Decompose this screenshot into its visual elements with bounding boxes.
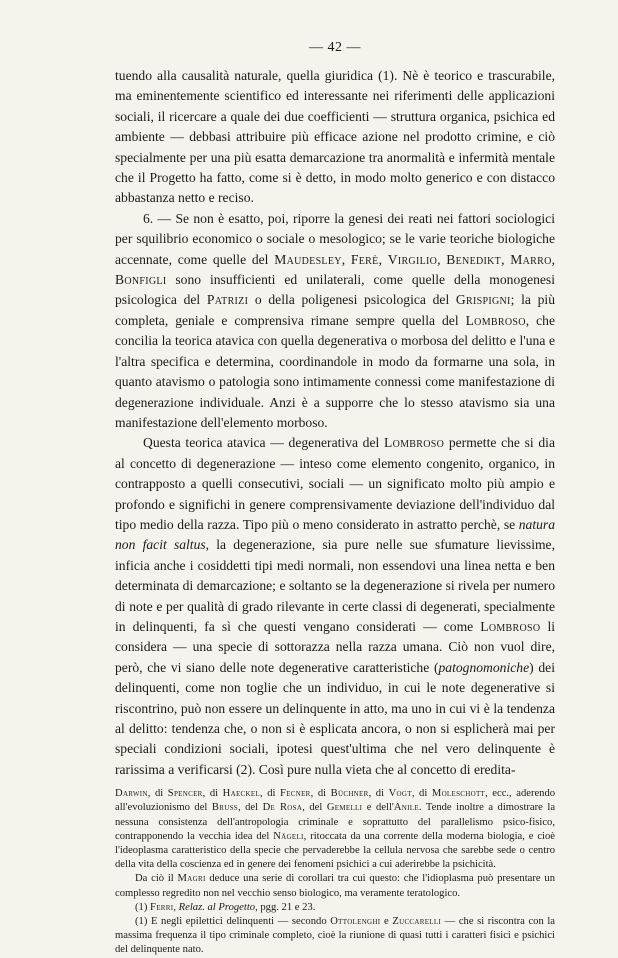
author-marro: Marro (510, 251, 552, 267)
author-lombroso: Lombroso (480, 618, 541, 634)
latin-phrase: natura non facit saltus (115, 516, 555, 553)
author-grispigni: Grispigni (455, 292, 511, 308)
footnote-2: (1) E negli epilettici delinquenti — secondo Ottolenghi e Zuccarelli — che si riscontra con la massima frequenza il tipo criminale completo, cioè la riunione di quasi tutti i caratteri fisici e psichici del delinquente nato. (115, 916, 556, 956)
author-lombroso: Lombroso (383, 435, 445, 451)
italic-term: patognomoniche (438, 659, 530, 675)
author-fere: Ferè (350, 251, 379, 267)
footnote-magri: Da ciò il Magri deduce una serie di corollari tra cui questo: che l'idioplasma può presentare un complesso regredito non nel vecchio senso biologico, ma veramente teratologico. (115, 873, 555, 899)
author-lombroso: Lombroso (465, 312, 526, 328)
footnotes (115, 787, 555, 957)
paragraph-1: tuendo alla causalità naturale, quella giuridica (1). Nè è teorico e trascurabile, ma eminentemente scientifico ed interessante nei riferimenti delle applicazioni sociali, il ricercare a quale dei due coefficienti — struttura organica, psichica ed ambiente — debbasi attribuire più efficace azione nel prodotto crimine, e ciò specialmente per una più esatta demarcazione tra anormalità e infermità mentale che il Progetto ha fatto, come si è detto, in modo molto generico e con distacco abbastanza netto e reciso. (115, 68, 555, 206)
paragraph-3: Questa teorica atavica — degenerativa del Lombroso permette che si dia al concetto di degenerazione — inteso come elemento congenito, organico, in contrapposto a quelli consecutivi, sociali — un significato molto più ampio e profondo e significhi in genere comprensivamente deviazione dell'individuo dal tipo medio della razza. Tipo più o meno considerato in astratto perchè, se natura non facit saltus, la degenerazione, sia pure nelle sue sfumature lievissime, inficia anche i cosiddetti tipi medi normali, non essendovi una linea netta e ben determinata di demarcazione; e soltanto se la degenerazione si rivela per numero di note e per qualità di grado rilevante in certe classi di degenerati, specialmente in delinquenti, fa sì che questi vengano considerati — come Lombroso li considera — una specie di sottorazza nella razza umana. Ciò non vuol dire, però, che vi siano delle note degenerative caratteristiche (patognomoniche) dei delinquenti, come non toglie che un individuo, in cui le note degenerative si riscontrino, può non essere un delinquente in atto, ma uno in cui vi è la tendenza al delitto: tendenza che, o non si è esplicata ancora, o non si esplicherà mai per speciali condizioni sociali, ipotesi quest'ultima che nel vero delinquente è rarissima a verificarsi (2). Così pure nulla vieta che al concetto di eredita- (115, 435, 556, 777)
page-number: — 42 — (309, 40, 361, 55)
footnote-continuation: Darwin, di Spencer, di Haeckel, di Fecner, di Büchner, di Vogt, di Moleschott, ecc., aderendo all'evoluzionismo del Bruss, del De Rosa, del Gemelli e dell'Anile. Tende inoltre a dimostrare la nessuna consistenza dell'antropologia criminale e soprattutto del parallelismo psico-fisico, contrapponendo la vecchia idea del Nägeli, ritoccata da una corrente della moderna biologia, e cioè l'ideoplasma caratteristico della specie che pervaderebbe la cellula nervosa che sarebbe sede o centro della vita della coscienza ed in genere dei fenomeni psichici a cui aderirebbe la psichicità. (115, 788, 556, 871)
paragraph-2: 6. — Se non è esatto, poi, riporre la genesi dei reati nei fattori sociologici per squilibrio economico o sociale o mesologico; se le varie teoriche biologiche accennate, come quelle del Maudesley, Ferè, Virgilio, Benedikt, Marro, Bonfigli sono insufficienti ed unilaterali, come quelle della monogenesi psicologica del Patrizi o della poligenesi psicologica del Grispigni; la più completa, geniale e comprensiva rimane sempre quella del Lombroso, che concilia la teorica atavica con quella degenerativa o morbosa del delitto e l'una e l'altra specifica e determina, coordinandole in modo da formarne una sola, in quanto atavismo o patologia sono intimamente connessi come manifestazione di degenerazione individuale. Anzi è a supporre che lo stesso atavismo sia una manifestazione dell'elemento morboso. (115, 210, 555, 430)
author-bonfigli: Bonfigli (115, 272, 167, 288)
author-patrizi: Patrizi (206, 292, 249, 308)
author-benedikt: Benedikt (446, 251, 502, 267)
book-page (115, 40, 555, 958)
author-maudesley: Maudesley (274, 251, 342, 267)
footnote-1: (1) Ferri, Relaz. al Progetto, pgg. 21 e 23. (135, 901, 316, 913)
author-virgilio: Virgilio (387, 251, 438, 267)
main-text (115, 66, 555, 780)
